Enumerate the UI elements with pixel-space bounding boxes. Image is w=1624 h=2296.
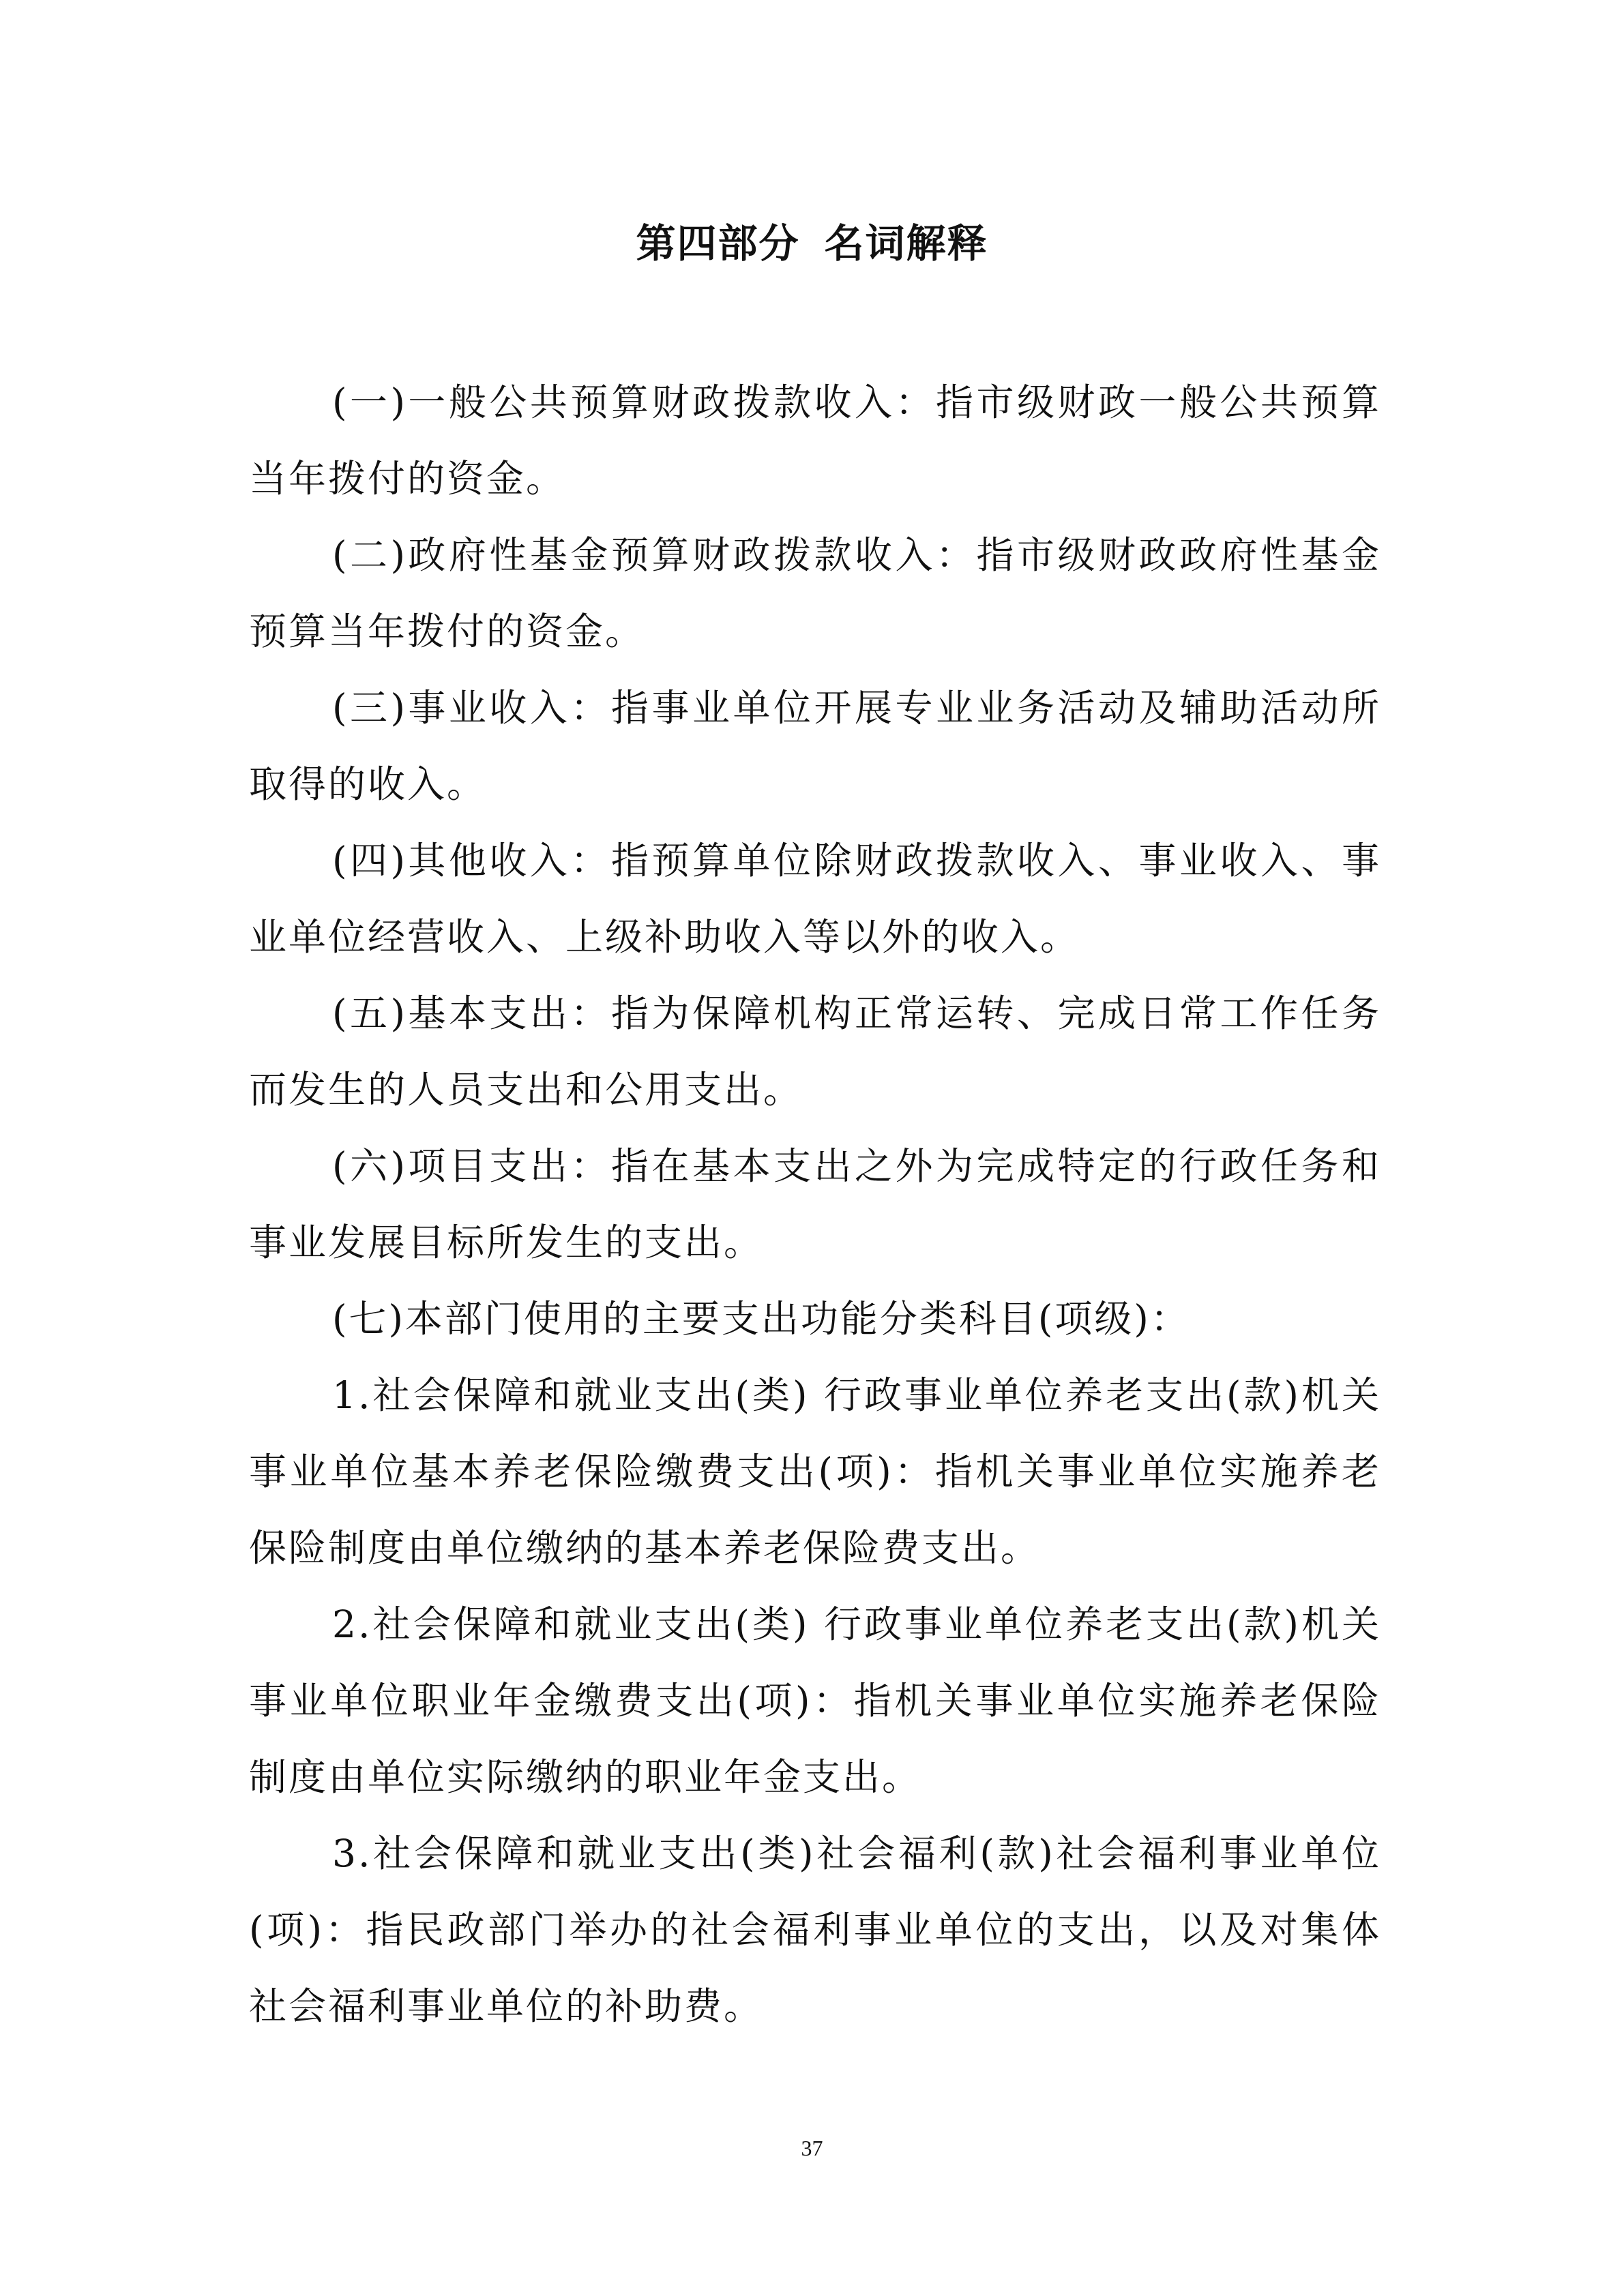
paragraph-8: 1.社会保障和就业支出(类) 行政事业单位养老支出(款)机关事业单位基本养老保险缴费支出(项)：指机关事业单位实施养老保险制度由单位缴纳的基本养老保险费支出。 xyxy=(249,1373,1381,1570)
title-name: 名词解释 xyxy=(824,220,988,267)
page-title xyxy=(0,213,1624,274)
document-body xyxy=(249,364,1381,2044)
paragraph-4: (四)其他收入：指预算单位除财政拨款收入、事业收入、事业单位经营收入、上级补助收入等以外的收入。 xyxy=(249,839,1381,959)
paragraph-7: (七)本部门使用的主要支出功能分类科目(项级)： xyxy=(332,1297,1190,1341)
paragraph-3: (三)事业收入：指事业单位开展专业业务活动及辅助活动所取得的收入。 xyxy=(249,686,1381,806)
paragraph-2: (二)政府性基金预算财政拨款收入：指市级财政政府性基金预算当年拨付的资金。 xyxy=(249,533,1381,653)
paragraph-10: 3.社会保障和就业支出(类)社会福利(款)社会福利事业单位(项)：指民政部门举办的社会福利事业单位的支出，以及对集体社会福利事业单位的补助费。 xyxy=(249,1832,1381,2028)
paragraph-9: 2.社会保障和就业支出(类) 行政事业单位养老支出(款)机关事业单位职业年金缴费支出(项)：指机关事业单位实施养老保险制度由单位实际缴纳的职业年金支出。 xyxy=(249,1602,1381,1799)
paragraph-6: (六)项目支出：指在基本支出之外为完成特定的行政任务和事业发展目标所发生的支出。 xyxy=(249,1144,1381,1264)
paragraph-1: (一)一般公共预算财政拨款收入：指市级财政一般公共预算当年拨付的资金。 xyxy=(249,381,1381,501)
title-part: 第四部分 xyxy=(636,220,800,267)
paragraph-5: (五)基本支出：指为保障机构正常运转、完成日常工作任务而发生的人员支出和公用支出。 xyxy=(249,992,1381,1112)
page-number: 37 xyxy=(801,2136,823,2160)
